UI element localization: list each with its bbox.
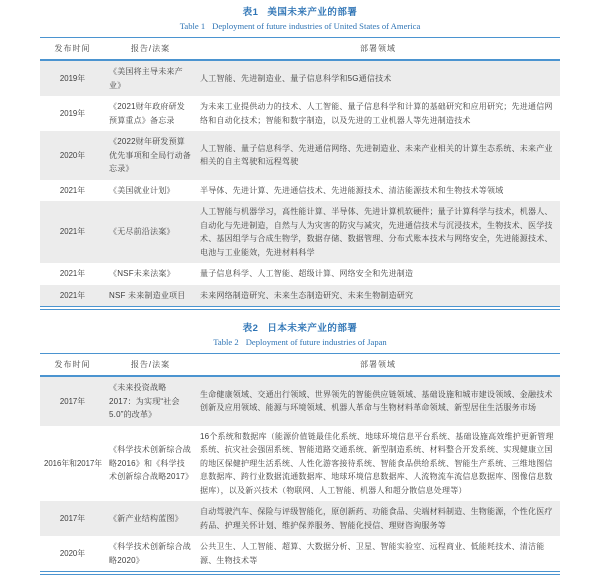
fields-cell: 为未来工业提供动力的技术、人工智能、量子信息科学和计算的基础研究和应用研究；先进通信网络和自动化技术；智能和数字制造，以及先进的工业机器人等先进制造技术 [200, 102, 553, 125]
fields-cell: 人工智能、量子信息科学、先进通信网络、先进制造业、未来产业相关的计算生态系统、未来产业相关的自主驾驶和远程驾驶 [200, 143, 553, 167]
fields-cell: 量子信息科学、人工智能、超级计算、网络安全和先进制造 [200, 269, 414, 278]
table1-wrap [40, 37, 560, 310]
table2-caption-zh [40, 322, 560, 335]
time-cell: 2019年 [59, 73, 86, 83]
table-row [40, 285, 560, 307]
table-row [40, 131, 560, 180]
table1-caption-en [40, 19, 560, 33]
table1-section [40, 6, 560, 310]
report-cell: 《未来投资战略2017：为实现“社会5.0”的改革》 [109, 383, 180, 419]
table2-title-zh: 日本未来产业的部署 [267, 323, 358, 334]
table2-caption [40, 322, 560, 349]
table1-title-en: Deployment of future industries of United States of America [212, 21, 421, 31]
fields-cell: 生命健康领域、交通出行领域、世界领先的智能供应链领域、基础设施和城市建设领域、金融技术创新及应用领域、能源与环境领域、机器人革命与生物材料革命领域、新型居住生活服务市场 [200, 389, 553, 413]
time-cell: 2020年 [59, 548, 86, 558]
header-report: 报告/法案 [130, 44, 171, 53]
report-cell: 《无尽前沿法案》 [109, 227, 175, 237]
time-cell: 2017年 [59, 396, 86, 406]
time-cell: 2021年 [59, 227, 86, 237]
fields-cell: 半导体、先进计算、先进通信技术、先进能源技术、清洁能源技术和生物技术等领域 [200, 185, 504, 195]
fields-cell: 未来网络制造研究、未来生态制造研究、未来生物制造研究 [200, 290, 414, 300]
header-row [40, 38, 560, 61]
report-cell: 《美国就业计划》 [109, 185, 175, 195]
table1-header [40, 38, 560, 61]
table1-label-en: Table 1 [179, 21, 206, 31]
fields-cell: 人工智能与机器学习，高性能计算、半导体、先进计算机软硬件；量子计算科学与技术，机器人、自动化与先进制造，自然与人为灾害的防灾与减灾，先进通信技术与沉浸技术，生物技术、医学技术、基因组学与合成生物学，数据存储、数据管理、分布式账本技术与网络安全，先进能源技术、电池与工业能效，先进材料科学 [200, 207, 553, 257]
header-fields: 部署领域 [360, 44, 396, 53]
table2-section [40, 322, 560, 575]
header-fields: 部署领域 [360, 360, 396, 369]
table-row [40, 536, 560, 572]
table2-title-en: Deployment of future industries of Japan [245, 337, 387, 347]
table2-wrap [40, 353, 560, 575]
report-cell: 《2022财年研发预算优先事项和全局行动备忘录》 [109, 137, 191, 173]
time-cell: 2021年 [59, 269, 86, 278]
report-cell: NSF 未来制造业项目 [109, 290, 186, 300]
fields-cell: 人工智能、先进制造业、量子信息科学和5G通信技术 [200, 73, 392, 83]
table1-caption-zh [40, 6, 560, 19]
report-cell: 《NSF未来法案》 [109, 269, 175, 278]
report-cell: 《科学技术创新综合战略2020》 [109, 542, 191, 565]
header-row [40, 354, 560, 377]
fields-cell: 自动驾驶汽车、保险与评级智能化，原创新药、功能食品、尖端材料制造、生物能源，个性化医疗药品、护理关怀计划、维护保养服务、智能化授信、理财咨询服务等 [200, 507, 553, 530]
table1-label-zh: 表1 [242, 7, 259, 18]
table-row [40, 376, 560, 426]
table2-header [40, 354, 560, 377]
table-row [40, 96, 560, 131]
table-row [40, 60, 560, 96]
report-cell: 《2021财年政府研发预算重点》备忘录 [109, 102, 185, 125]
table-row [40, 501, 560, 536]
table2-label-en: Table 2 [213, 337, 239, 347]
table2 [40, 353, 560, 572]
table-row [40, 180, 560, 202]
fields-cell: 16个系统和数据库（能源价值链最佳化系统、地球环境信息平台系统、基础设施高效维护更新管理系统、抗灾社会强固系统、智能道路交通系统、新型制造系统、材料整合开发系统、实现健康立国的地区保健护理生活系统、人性化游客接待系统、智能食品供给系统、智能生产系统、三维地图信息数据库、跨行业数据流通数据库、地球环境信息数据库、人流物流车流信息数据库、图像信息数据库），以及新兴技术（物联网、人工智能、机器人和超分散信息处理等） [200, 431, 554, 495]
time-cell: 2017年 [59, 513, 86, 523]
table1-caption [40, 6, 560, 33]
table2-caption-en [40, 335, 560, 349]
header-time: 发布时间 [54, 44, 91, 53]
table1 [40, 37, 560, 307]
table-row [40, 263, 560, 285]
table1-body [40, 60, 560, 307]
report-cell: 《美国将主导未来产业》 [109, 67, 183, 90]
table2-label-zh: 表2 [242, 323, 259, 334]
report-cell: 《新产业结构蓝图》 [109, 513, 183, 523]
time-cell: 2020年 [59, 150, 86, 160]
table-row [40, 201, 560, 263]
table2-body [40, 376, 560, 572]
report-cell: 《科学技术创新综合战略2016》和《科学技术创新综合战略2017》 [109, 445, 194, 481]
time-cell: 2019年 [59, 108, 86, 118]
fields-cell: 公共卫生、人工智能、超算、大数据分析、卫星、智能实验室、远程商业、低能耗技术、清洁能源、生物技术等 [200, 542, 545, 565]
time-cell: 2021年 [59, 185, 86, 195]
table1-title-zh: 美国未来产业的部署 [267, 7, 358, 18]
table-row [40, 426, 560, 502]
time-cell: 2021年 [59, 290, 86, 300]
header-time: 发布时间 [54, 360, 91, 369]
header-report: 报告/法案 [130, 360, 171, 369]
time-cell: 2016年和2017年 [44, 458, 103, 468]
